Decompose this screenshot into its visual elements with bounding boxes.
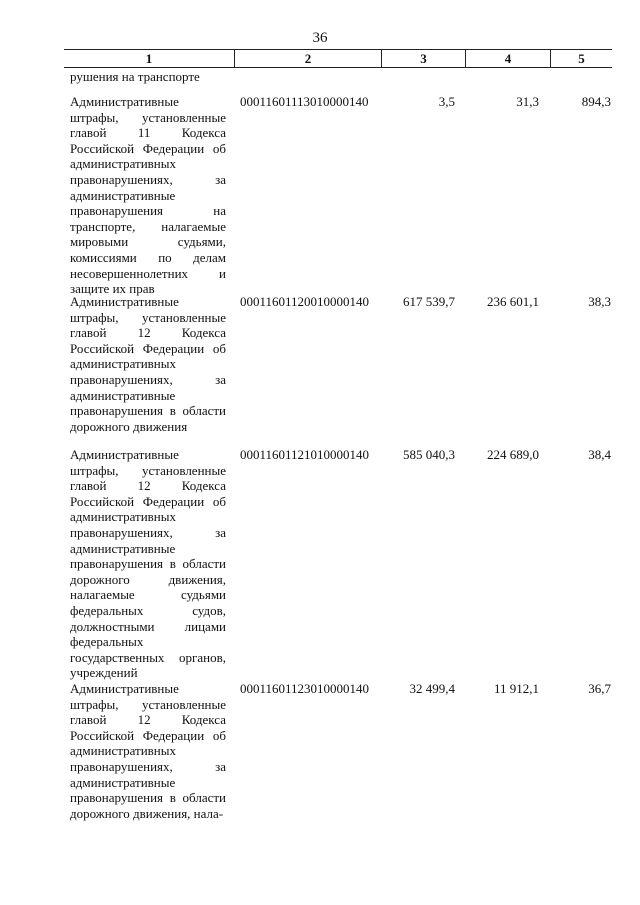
row-code: 00011601120010000140 [240,294,370,309]
row-value-col3: 585 040,3 [403,447,455,462]
row-value-col4: 11 912,1 [493,681,539,696]
header-col-2: 2 [304,51,312,66]
table-header [64,49,612,68]
row-code: 00011601121010000140 [240,447,370,462]
row-description: Административные штрафы, установленные главой 12 Кодекса Российской Федерации об административных правонарушениях, за административные правонарушения в области дорожного движения, налагаемые судьями федеральных судов, должностными лицами федеральных государственных органов, учреждений [70,447,226,681]
row-value-col4: 236 601,1 [487,294,539,309]
row-value-col4: 31,3 [516,94,539,109]
row-value-col3: 32 499,4 [409,681,455,696]
page-number: 36 [312,30,328,46]
row-value-col5: 38,3 [588,294,611,309]
row-value-col5: 38,4 [588,447,611,462]
header-col-5: 5 [578,51,585,66]
header-col-4: 4 [504,51,512,66]
row-value-col3: 3,5 [438,94,455,109]
row-code: 00011601113010000140 [240,94,369,109]
continuation-text: рушения на транспорте [70,69,200,84]
row-description: Административные штрафы, установленные главой 11 Кодекса Российской Федерации об административных правонарушениях, за административные правонарушения на транспорте, налагаемые мировыми судьями, комиссиями по делам несовершеннолетних и защите их прав [70,94,226,297]
row-description: Административные штрафы, установленные главой 12 Кодекса Российской Федерации об административных правонарушениях, за административные правонарушения в области дорожного движения, нала- [70,681,226,821]
header-col-3: 3 [420,51,427,66]
row-value-col3: 617 539,7 [403,294,455,309]
row-description: Административные штрафы, установленные главой 12 Кодекса Российской Федерации об административных правонарушениях, за административные правонарушения в области дорожного движения [70,294,226,434]
row-value-col5: 894,3 [581,94,611,109]
header-col-1: 1 [145,51,153,66]
row-code: 00011601123010000140 [240,681,370,696]
row-value-col5: 36,7 [588,681,611,696]
row-value-col4: 224 689,0 [487,447,539,462]
